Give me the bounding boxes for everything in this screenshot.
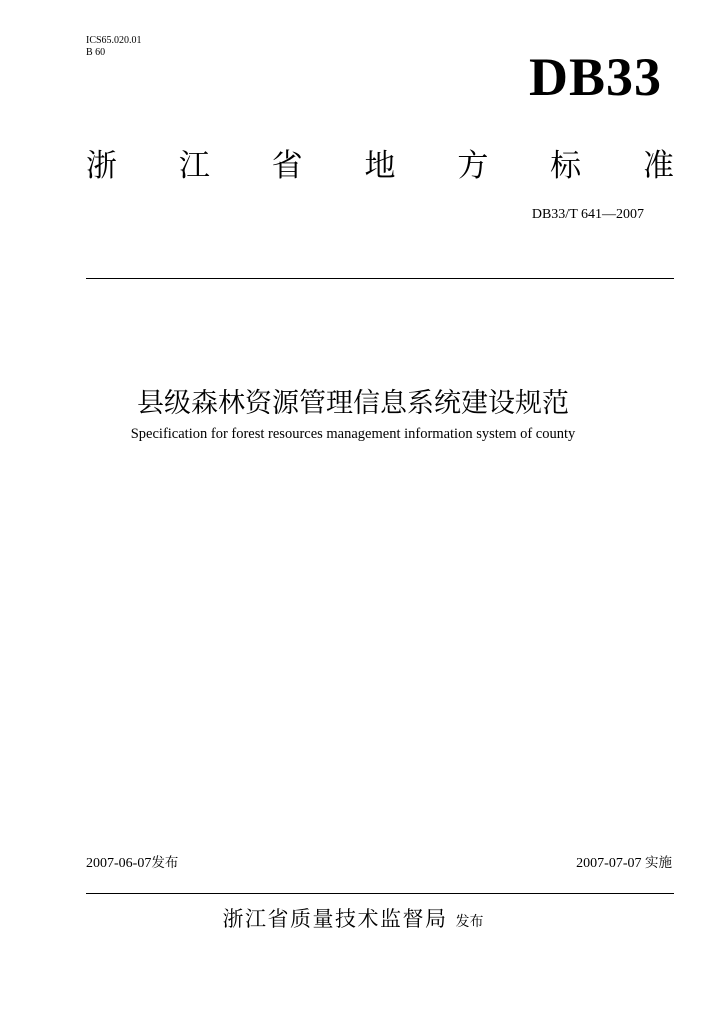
issue-date: 2007-06-07 [86,856,152,871]
issuer-name: 浙江省质量技术监督局 [222,907,448,931]
implement-label: 实施 [645,855,672,871]
implement-date-line [576,854,672,873]
classification-codes [86,35,142,59]
issue-date-line [86,854,178,873]
db-logo: DB33 [528,47,662,107]
issuer-line [0,902,724,939]
ics-code: ICS65.020.01 [86,35,142,46]
standard-type-char: 方 [457,148,489,184]
title-chinese: 县级森林资源管理信息系统建设规范 [137,388,569,419]
top-divider [86,278,674,279]
standard-type-char: 标 [550,148,582,184]
bottom-divider [86,893,674,894]
standard-type-heading [86,146,674,186]
standard-type-char: 浙 [86,148,117,184]
issuer-action: 发布 [455,914,484,930]
issue-label: 发布 [151,855,179,871]
standard-type-char: 省 [271,148,303,184]
ccs-code: B 60 [86,47,106,58]
title-english: Specification for forest resources management information system of county [130,426,576,442]
standard-type-char: 江 [178,148,210,184]
standard-type-char: 准 [642,148,674,184]
standard-number: DB33/T 641—2007 [531,207,644,222]
implement-date: 2007-07-07 [576,856,642,871]
standard-type-char: 地 [364,148,396,184]
